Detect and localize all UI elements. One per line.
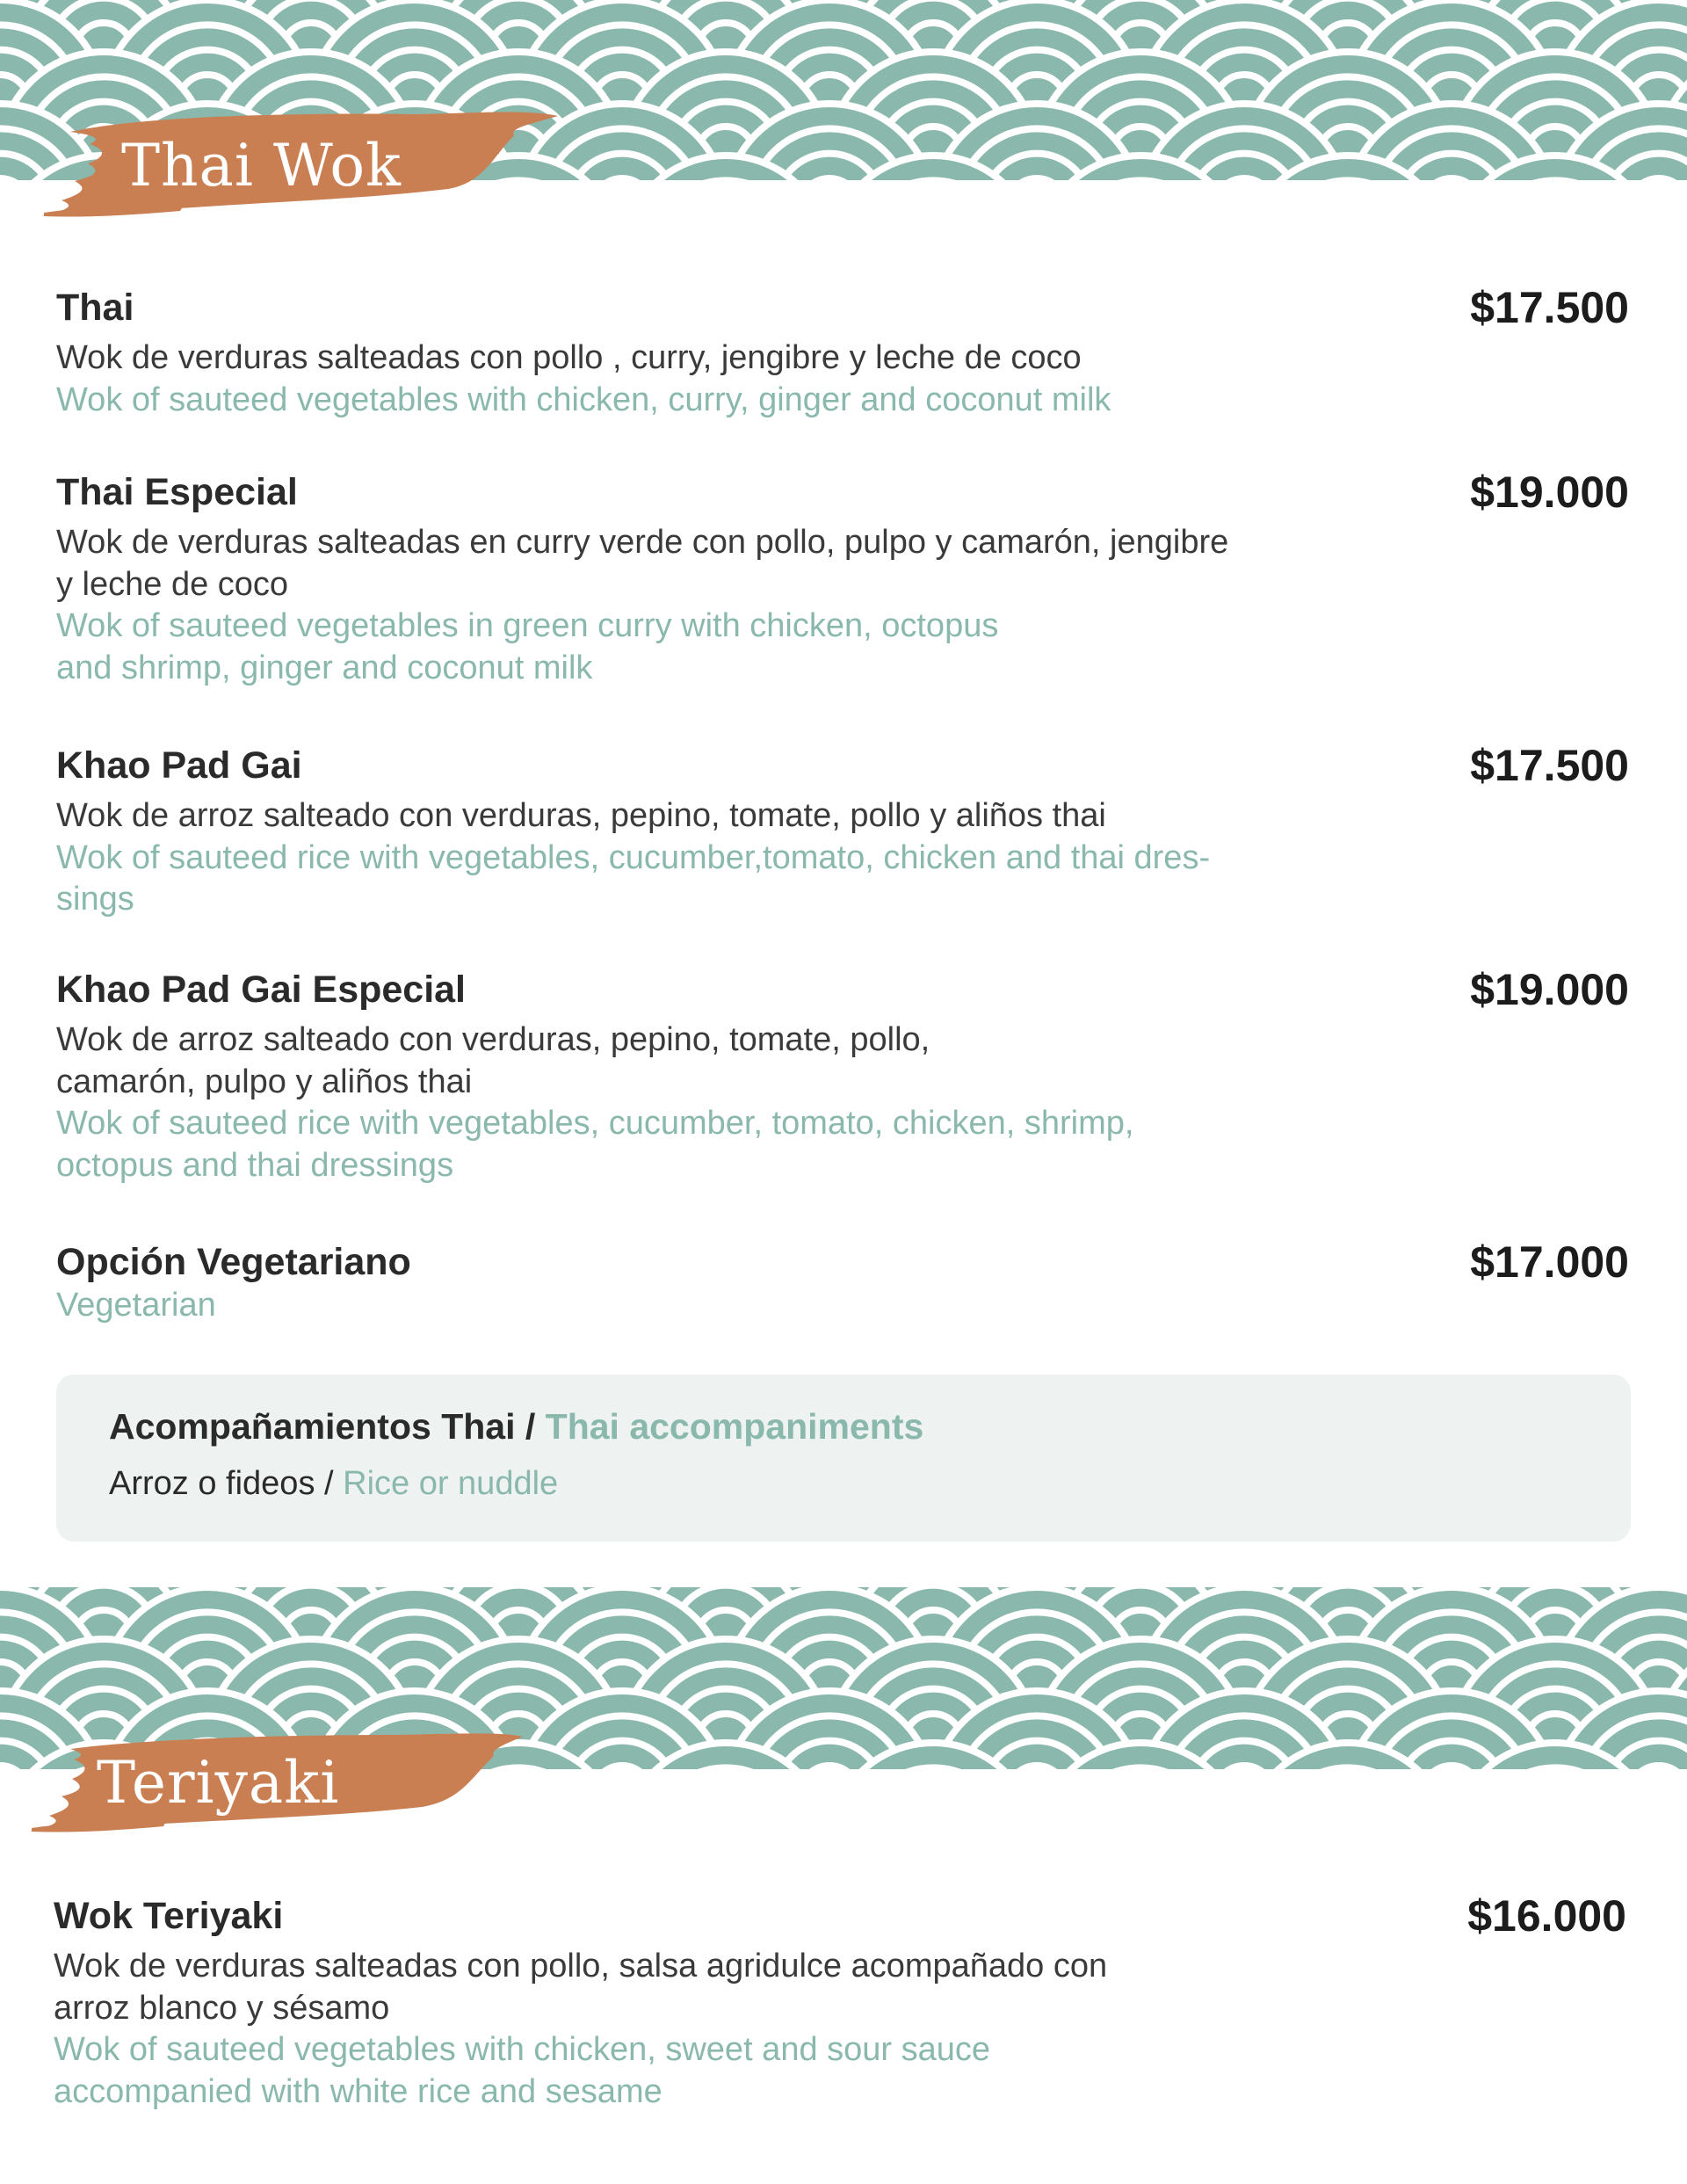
- accompaniments-title: [109, 1406, 923, 1448]
- item-name: Opción Vegetariano: [56, 1241, 411, 1283]
- section-title: Teriyaki: [97, 1749, 340, 1817]
- item-description-en: Wok of sauteed vegetables with chicken, sweet and sour sauce: [54, 2031, 991, 2068]
- item-name: Thai Especial: [56, 471, 298, 513]
- item-description-es: Wok de verduras salteadas con pollo , curry, jengibre y leche de coco: [56, 339, 1082, 376]
- item-name: Khao Pad Gai Especial: [56, 969, 467, 1011]
- item-price: $17.000: [1470, 1237, 1629, 1287]
- item-name: Wok Teriyaki: [54, 1895, 284, 1937]
- item-description-en: Wok of sauteed vegetables in green curry with chicken, octopus: [56, 607, 999, 644]
- item-price: $16.000: [1467, 1891, 1626, 1941]
- item-description-en: octopus and thai dressings: [56, 1146, 454, 1184]
- item-description-en: accompanied with white rice and sesame: [54, 2072, 662, 2110]
- menu-item: [56, 967, 1629, 1186]
- section-title: Thai Wok: [121, 132, 402, 200]
- section-heading-teriyaki: [26, 1730, 527, 1844]
- item-description-es: Wok de verduras salteadas con pollo, salsa agridulce acompañado con: [54, 1948, 1108, 1984]
- menu-item: [56, 285, 1629, 421]
- section-heading-thai-wok: [35, 105, 562, 229]
- item-description-es: camarón, pulpo y aliños thai: [56, 1063, 473, 1100]
- menu-item: [54, 1893, 1626, 2113]
- accompaniments-title-es: Acompañamientos Thai /: [109, 1406, 546, 1447]
- item-price: $19.000: [1470, 468, 1629, 517]
- menu-item: [56, 469, 1629, 689]
- item-description-en: Wok of sauteed rice with vegetables, cucumber, tomato, chicken, shrimp,: [56, 1105, 1134, 1142]
- item-price: $17.500: [1470, 283, 1629, 332]
- item-price: $17.500: [1470, 741, 1629, 790]
- item-description-es: Wok de arroz salteado con verduras, pepino, tomate, pollo y aliños thai: [56, 797, 1106, 834]
- accompaniments-options-en: Rice or nuddle: [343, 1465, 559, 1502]
- item-description-en: sings: [56, 881, 134, 918]
- item-description-es: Wok de verduras salteadas en curry verde con pollo, pulpo y camarón, jengibre: [56, 524, 1229, 561]
- item-description-en: and shrimp, ginger and coconut milk: [56, 649, 593, 686]
- item-description-es: arroz blanco y sésamo: [54, 1989, 390, 2027]
- menu-item: [56, 1239, 1629, 1327]
- item-description-es: Wok de arroz salteado con verduras, pepino, tomate, pollo,: [56, 1021, 930, 1058]
- accompaniments-options-es: Arroz o fideos /: [109, 1465, 344, 1502]
- item-description-es: y leche de coco: [56, 565, 289, 603]
- accompaniments-panel: [56, 1375, 1631, 1542]
- item-description-en: Wok of sauteed rice with vegetables, cucumber,tomato, chicken and thai dres-: [56, 838, 1211, 876]
- menu-item: [56, 743, 1629, 921]
- item-description-en: Wok of sauteed vegetables with chicken, curry, ginger and coconut milk: [56, 381, 1111, 418]
- item-description-en: Vegetarian: [56, 1287, 216, 1324]
- item-name: Khao Pad Gai: [56, 744, 302, 787]
- accompaniments-options: [109, 1463, 558, 1506]
- accompaniments-title-en: Thai accompaniments: [545, 1406, 924, 1447]
- item-price: $19.000: [1470, 965, 1629, 1014]
- item-name: Thai: [56, 287, 134, 329]
